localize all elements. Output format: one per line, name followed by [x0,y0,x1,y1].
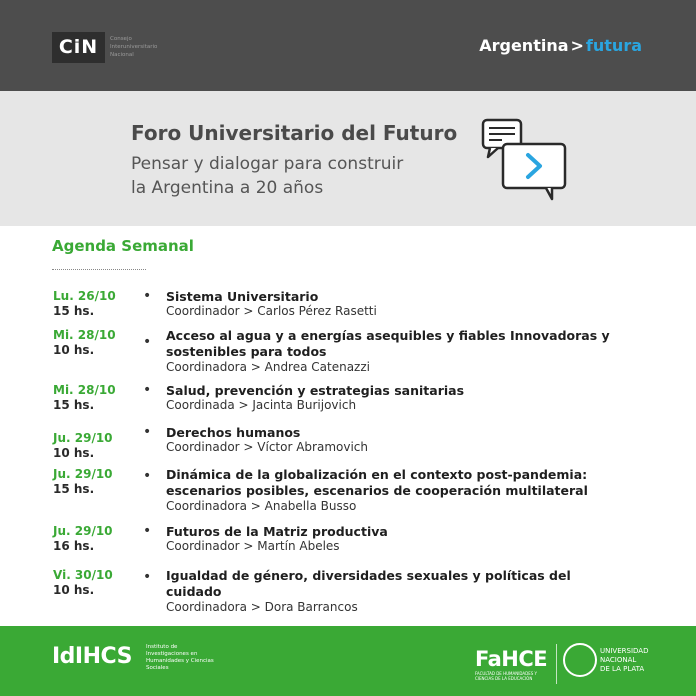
agenda-time: 15 hs. [53,304,95,318]
agenda-date: Ju. 29/10 [53,467,113,481]
unlp-line-3: DE LA PLATA [600,665,645,673]
cin-logo: CiN [52,32,105,63]
agenda-time: 10 hs. [53,583,95,597]
agenda-coordinator: Coordinador > Víctor Abramovich [166,440,368,454]
agenda-date: Ju. 29/10 [53,524,113,538]
bullet-icon: • [143,468,152,484]
agenda-time: 15 hs. [53,398,95,412]
agenda-topic: Sistema Universitario [166,289,319,304]
agenda-topic: Futuros de la Matriz productiva [166,524,388,539]
agenda-time: 16 hs. [53,539,95,553]
chat-bubbles-icon [480,117,570,203]
agenda-topic: Dinámica de la globalización en el contexto post-pandemia: escenarios posibles, escenarios de cooperación multilateral [166,467,588,498]
bullet-icon: • [143,334,152,350]
unlp-line-2: NACIONAL [600,656,637,664]
bullet-icon: • [143,523,152,539]
unlp-line-1: UNIVERSIDAD [600,647,649,655]
agenda-coordinator: Coordinador > Carlos Pérez Rasetti [166,304,377,318]
bullet-icon: • [143,382,152,398]
cin-logo-subtitle: Consejo Interuniversitario Nacional [110,36,158,58]
agenda-coordinator: Coordinada > Jacinta Burijovich [166,398,357,412]
idihcs-subtitle: Instituto de Investigaciones en Humanidades y Ciencias Sociales [146,644,214,671]
agenda-title: Agenda Semanal [52,237,194,255]
agenda-time: 10 hs. [53,446,95,460]
unlp-seal-icon [563,643,597,677]
unlp-logo-text [600,647,660,674]
brand-chevron: > [570,36,584,55]
agenda-date: Ju. 29/10 [53,431,113,445]
subtitle-line-1: Pensar y dialogar para construir [131,154,404,174]
agenda-coordinator: Coordinadora > Dora Barrancos [166,600,358,614]
agenda-coordinator: Coordinadora > Andrea Catenazzi [166,360,370,374]
brand-right: futura [585,36,642,55]
agenda-date: Mi. 28/10 [53,383,116,397]
agenda-topic: Acceso al agua y a energías asequibles y fiables Innovadoras y sostenibles para todos [166,328,610,359]
agenda-time: 10 hs. [53,343,95,357]
agenda-coordinator: Coordinador > Martín Abeles [166,539,340,553]
brand-left: Argentina [479,36,569,55]
agenda-date: Vi. 30/10 [53,568,113,582]
footer-divider [556,644,557,684]
agenda-date: Lu. 26/10 [53,289,116,303]
agenda-coordinator: Coordinadora > Anabella Busso [166,499,357,513]
argentina-futura-logo [479,36,642,55]
agenda-topic: Igualdad de género, diversidades sexuales y políticas del cuidado [166,568,571,599]
bullet-icon: • [143,569,152,585]
agenda-date: Mi. 28/10 [53,328,116,342]
bullet-icon: • [143,288,152,304]
idihcs-logo: IdIHCS [52,644,132,669]
agenda-topic: Salud, prevención y estrategias sanitarias [166,383,465,398]
subtitle-line-2: la Argentina a 20 años [131,178,324,198]
agenda-time: 15 hs. [53,482,95,496]
bullet-icon: • [143,424,152,440]
page-subtitle [131,152,471,200]
fahce-subtitle: FACULTAD DE HUMANIDADES Y CIENCIAS DE LA EDUCACIÓN [475,671,537,681]
fahce-logo: FaHCE [475,647,548,671]
page-title: Foro Universitario del Futuro [131,121,458,145]
agenda-topic: Derechos humanos [166,425,301,440]
agenda-divider [52,269,146,270]
